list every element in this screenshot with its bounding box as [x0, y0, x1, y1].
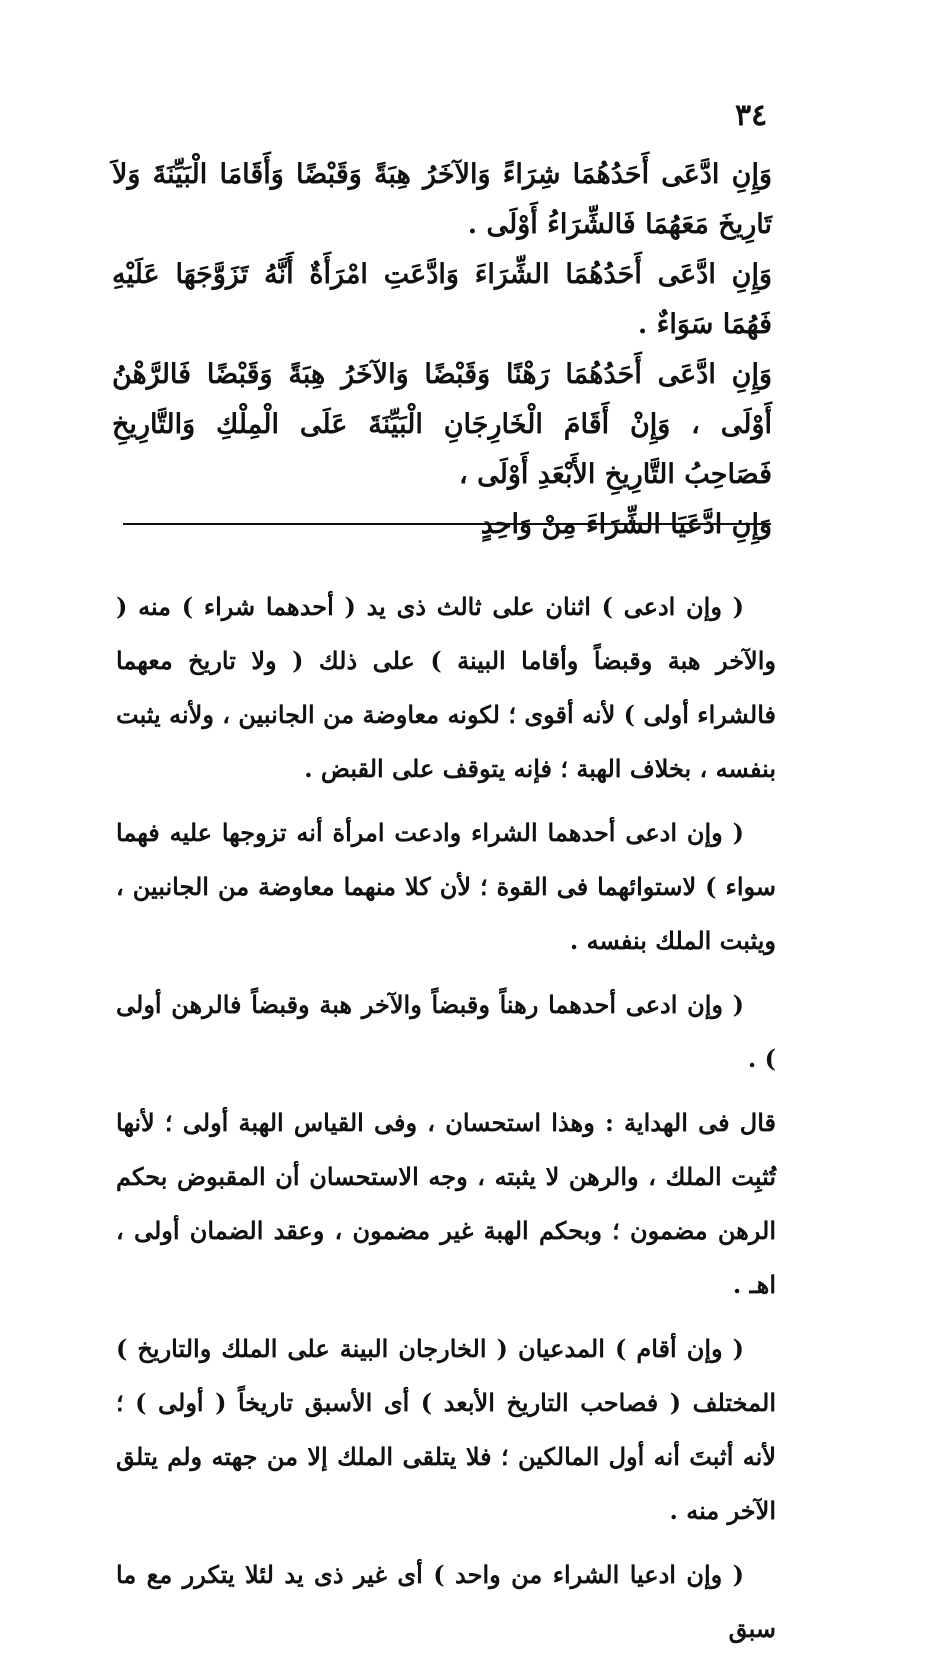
commentary-paragraph: ( وإن أقام ) المدعيان ( الخارجان البينة على الملك والتاريخ ) المختلف ( فصاحب التاريخ الأبعد ) أى الأسبق تاريخاً ( أولى ) ؛ لأنه أثبتَ أنه أول المالكين ؛ فلا يتلقى الملك إلا من جهته ولم يتلق الآخر منه .: [116, 1334, 776, 1525]
page-number: ٣٤: [735, 98, 768, 133]
section-divider: [123, 523, 771, 525]
main-text-paragraph: وَإِنِ ادَّعَى أَحَدُهُمَا الشِّرَاءَ وَادَّعَتِ امْرَأَةٌ أَنَّهُ تَزَوَّجَهَا عَلَيْهِ فَهُمَا سَوَاءٌ .: [112, 259, 772, 340]
main-text-paragraph: وَإِنِ ادَّعَى أَحَدُهُمَا رَهْنًا وَقَبْضًا وَالآخَرُ هِبَةً وَقَبْضًا فَالرَّهْنُ أَوْلَى ، وَإِنْ أَقَامَ الْخَارِجَانِ الْبَيِّنَةَ عَلَى الْمِلْكِ وَالتَّارِيخِ فَصَاحِبُ التَّارِيخِ الأَبْعَدِ أَوْلَى ،: [112, 359, 772, 490]
commentary-paragraph: ( وإن ادعى أحدهما رهناً وقبضاً والآخر هبة وقبضاً فالرهن أولى ) .: [116, 990, 776, 1073]
main-text: [112, 150, 772, 550]
commentary-paragraph: ( وإن ادعى ) اثنان على ثالث ذى يد ( أحدهما شراء ) منه ( والآخر هبة وقبضاً وأقاما البينة ) على ذلك ( ولا تاريخ معهما فالشراء أولى ) لأنه أقوى ؛ لكونه معاوضة من الجانبين ، ولأنه يثبت بنفسه ، بخلاف الهبة ؛ فإنه يتوقف على القبض .: [116, 592, 776, 783]
commentary-paragraph: ( وإن ادعى أحدهما الشراء وادعت امرأة أنه تزوجها عليه فهما سواء ) لاستوائهما فى القوة ؛ لأن كلا منهما معاوضة من الجانبين ، ويثبت الملك بنفسه .: [116, 818, 776, 955]
commentary-paragraph: ( وإن ادعيا الشراء من واحد ) أى غير ذى يد لئلا يتكرر مع ما سبق: [116, 1560, 776, 1643]
commentary-text: [116, 580, 776, 1666]
commentary-paragraph: قال فى الهداية : وهذا استحسان ، وفى القياس الهبة أولى ؛ لأنها تُثبِت الملك ، والرهن لا يثبته ، وجه الاستحسان أن المقبوض بحكم الرهن مضمون ؛ وبحكم الهبة غير مضمون ، وعقد الضمان أولى ، اهـ .: [116, 1108, 776, 1299]
main-text-paragraph: وَإِنِ ادَّعَيَا الشِّرَاءَ مِنْ وَاحِدٍ: [480, 509, 772, 540]
main-text-paragraph: وَإِنِ ادَّعَى أَحَدُهُمَا شِرَاءً وَالآخَرُ هِبَةً وَقَبْضًا وَأَقَامَا الْبَيِّنَةَ وَلاَ تَارِيخَ مَعَهُمَا فَالشِّرَاءُ أَوْلَى .: [112, 159, 772, 240]
